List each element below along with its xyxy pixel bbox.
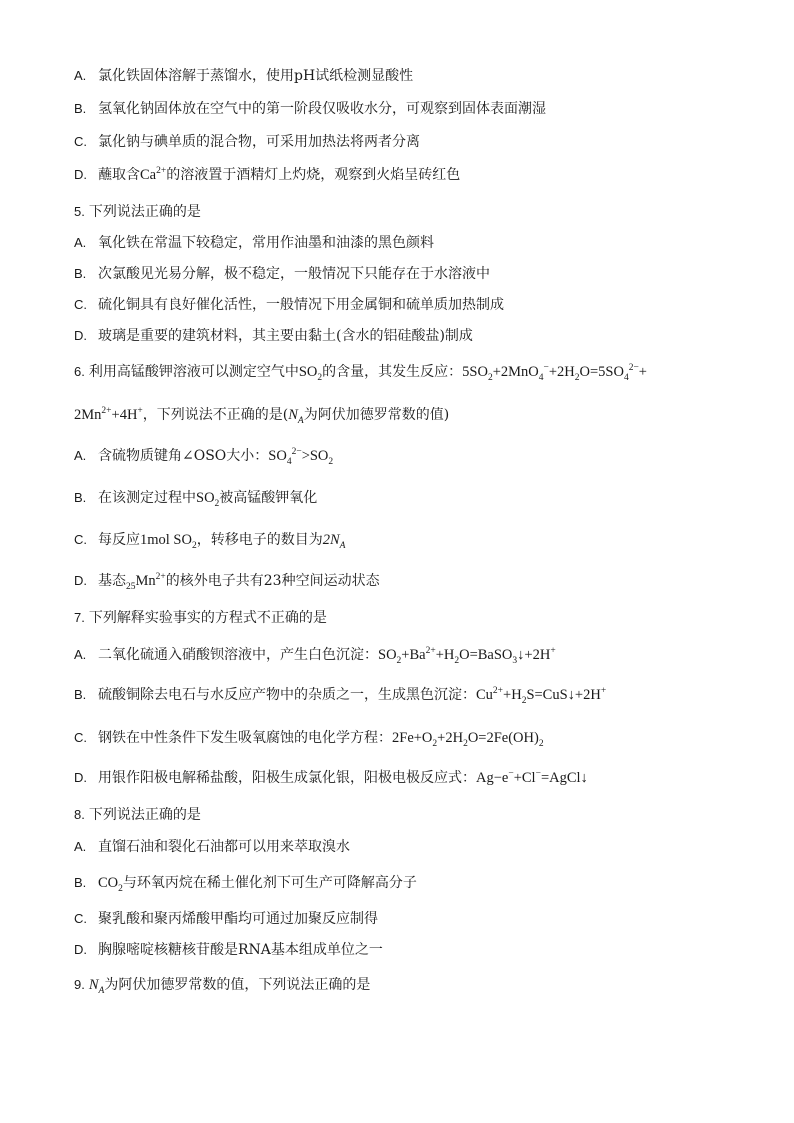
formula-so2: $SO_2$: [196, 490, 220, 509]
formula-ca: $Ca^{2+}$: [140, 166, 167, 183]
option-label: D.: [74, 573, 87, 588]
option-text: 蘸取含: [98, 167, 140, 183]
q5-option-c[interactable]: [74, 295, 504, 315]
formula-co2: $CO_2$: [98, 875, 123, 894]
option-label: C.: [74, 297, 87, 312]
option-text: 的溶液置于酒精灯上灼烧，观察到火焰呈砖红色: [166, 167, 461, 183]
option-text: 聚乳酸和聚丙烯酸甲酯均可通过加聚反应制得: [98, 911, 378, 927]
option-label: B.: [74, 101, 87, 116]
q6-stem: 6. 利用高锰酸钾溶液可以测定空气中$SO_2$的含量，其发生反应：$5SO_2+2MnO_4^-+2H_2O=5SO_4^{2-}+$: [74, 363, 647, 383]
q6-option-a[interactable]: [74, 446, 333, 466]
option-label: D.: [74, 167, 87, 182]
option-label: B.: [74, 490, 87, 505]
option-text: 氯化钠与碘单质的混合物，可采用加热法将两者分离: [98, 134, 420, 150]
q4-option-c[interactable]: [74, 132, 420, 152]
option-label: B.: [74, 875, 87, 890]
option-text: 直馏石油和裂化石油都可以用来萃取溴水: [98, 839, 350, 855]
q7-stem: 7. 下列解释实验事实的方程式不正确的是: [74, 610, 327, 626]
formula-so2: $SO_2$: [298, 364, 323, 383]
option-label: D.: [74, 328, 87, 343]
q6-option-b[interactable]: [74, 488, 317, 508]
option-text: 氢氧化钠固体放在空气中的第一阶段仅吸收水分，可观察到固体表面潮湿: [98, 101, 546, 117]
equation-7b: $Cu^{2+}+H_2S=CuS↓+2H^+$: [476, 686, 607, 706]
q8-option-a[interactable]: [74, 837, 350, 857]
q8-option-d[interactable]: [74, 940, 383, 960]
option-text: ，转移电子的数目为: [196, 532, 323, 548]
q6-option-c[interactable]: [74, 530, 345, 550]
q4-option-a[interactable]: [74, 66, 413, 86]
option-text: 钢铁在中性条件下发生吸氧腐蚀的电化学方程：: [98, 730, 392, 746]
q7-option-a[interactable]: [74, 645, 556, 665]
option-text: 二氧化硫通入硝酸钡溶液中，产生白色沉淀：: [98, 647, 378, 663]
option-text: 硫酸铜除去电石与水反应产物中的杂质之一，生成黑色沉淀：: [98, 687, 476, 703]
option-text: 的核外电子共有23种空间运动状态: [165, 573, 380, 589]
option-text: 玻璃是重要的建筑材料，其主要由黏土(含水的铝硅酸盐)制成: [98, 328, 473, 344]
option-label: C.: [74, 730, 87, 745]
option-text: 含硫物质键角∠OSO大小：: [98, 448, 269, 464]
formula-na: $N_A$: [88, 977, 105, 996]
option-text: 用银作阳极电解稀盐酸，阳极生成氯化银，阳极电极反应式：: [98, 770, 476, 786]
option-label: A.: [74, 839, 87, 854]
option-label: A.: [74, 448, 87, 463]
option-text: 每反应: [98, 532, 140, 548]
formula-mol: 1mol $SO_2$: [140, 532, 197, 551]
q8-option-b[interactable]: [74, 873, 417, 893]
formula-compare: $SO_4^{2-}>SO_2$: [268, 447, 334, 467]
option-label: D.: [74, 770, 87, 785]
q4-option-b[interactable]: [74, 99, 546, 119]
option-text: 次氯酸见光易分解，极不稳定，一般情况下只能存在于水溶液中: [98, 266, 490, 282]
q7-option-d[interactable]: [74, 768, 588, 788]
q5-stem: 5. 下列说法正确的是: [74, 204, 201, 220]
equation-q6: $5SO_2+2MnO_4^-+2H_2O=5SO_4^{2-}+$: [462, 363, 647, 383]
option-label: A.: [74, 235, 87, 250]
q6-option-d[interactable]: [74, 571, 380, 591]
option-text: 在该测定过程中: [98, 490, 196, 506]
q5-option-b[interactable]: [74, 264, 490, 284]
option-label: A.: [74, 647, 87, 662]
option-label: A.: [74, 68, 87, 83]
option-text: 被高锰酸钾氧化: [219, 490, 318, 506]
equation-7a: $SO_2+Ba^{2+}+H_2O=BaSO_3↓+2H^+$: [378, 646, 556, 666]
option-text: 氯化铁固体溶解于蒸馏水，使用pH试纸检测显酸性: [98, 68, 414, 84]
option-text: 氧化铁在常温下较稳定，常用作油墨和油漆的黑色颜料: [98, 235, 434, 251]
option-text: 硫化铜具有良好催化活性，一般情况下用金属铜和硫单质加热制成: [98, 297, 504, 313]
q4-option-d[interactable]: [74, 165, 460, 185]
q8-option-c[interactable]: [74, 909, 378, 929]
option-text: 与环氧丙烷在稀土催化剂下可生产可降解高分子: [122, 875, 417, 891]
option-label: C.: [74, 532, 87, 547]
q8-stem: 8. 下列说法正确的是: [74, 807, 201, 823]
q7-option-b[interactable]: [74, 685, 606, 705]
equation-7c: $2Fe+O_2+2H_2O=2Fe(OH)_2$: [392, 730, 544, 749]
option-label: C.: [74, 911, 87, 926]
q5-option-d[interactable]: [74, 326, 473, 346]
option-label: B.: [74, 687, 87, 702]
option-text: 基态: [98, 573, 126, 589]
option-label: C.: [74, 134, 87, 149]
q9-stem: 9. $N_A$为阿伏加德罗常数的值，下列说法正确的是: [74, 977, 371, 996]
option-label: B.: [74, 266, 87, 281]
option-text: 胸腺嘧啶核糖核苷酸是RNA基本组成单位之一: [98, 942, 383, 958]
equation-7d: Ag−e−+Cl−=AgCl↓: [476, 769, 588, 786]
option-label: D.: [74, 942, 87, 957]
formula-mn: $_{25}Mn^{2+}$: [126, 572, 166, 592]
q7-option-c[interactable]: [74, 728, 544, 748]
formula-2na: $2N_A$: [322, 532, 346, 551]
q6-stem-continued: $2Mn^{2+}+4H^+$，下列说法不正确的是($N_A$为阿伏加德罗常数的值): [74, 406, 450, 426]
q5-option-a[interactable]: [74, 233, 434, 253]
